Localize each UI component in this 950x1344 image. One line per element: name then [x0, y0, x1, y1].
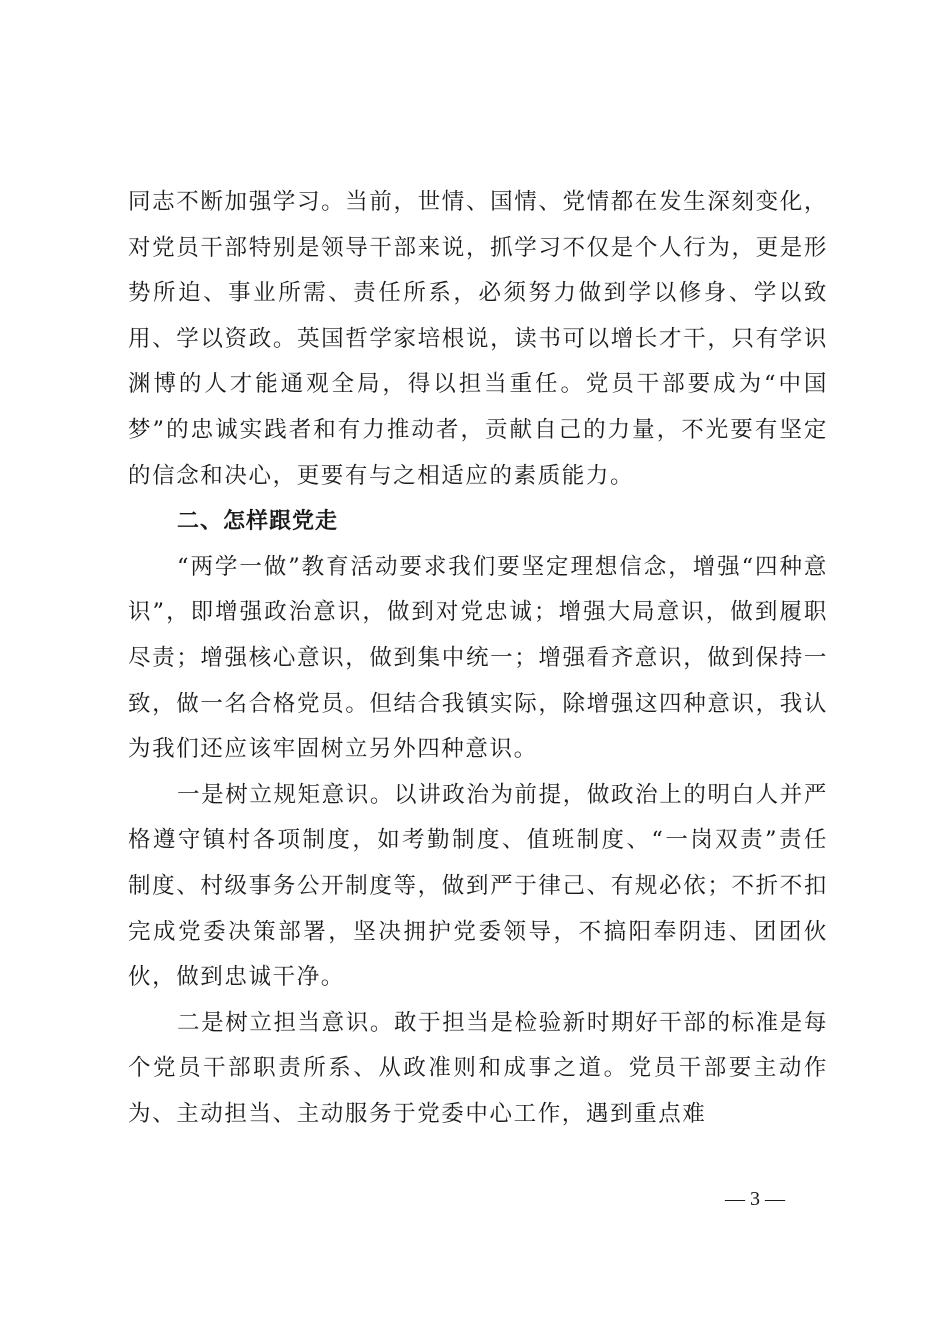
paragraph-continuation: 同志不断加强学习。当前，世情、国情、党情都在发生深刻变化，对党员干部特别是领导干部来说，抓学习不仅是个人行为，更是形势所迫、事业所需、责任所系，必须努力做到学以修身、学以致用、学以资政。英国哲学家培根说，读书可以增长才干，只有学识渊博的人才能通观全局，得以担当重任。党员干部要成为“中国梦”的忠诚实践者和有力推动者，贡献自己的力量，不光要有坚定的信念和决心，更要有与之相适应的素质能力。: [128, 189, 828, 489]
paragraph-four-awareness: “两学一做”教育活动要求我们要坚定理想信念，增强“四种意识”，即增强政治意识，做到对党忠诚；增强大局意识，做到履职尽责；增强核心意识，做到集中统一；增强看齐意识，做到保持一致，做一名合格党员。但结合我镇实际，除增强这四种意识，我认为我们还应该牢固树立另外四种意识。: [128, 553, 828, 763]
document-body: [128, 180, 828, 1137]
paragraph-rules-awareness: 一是树立规矩意识。以讲政治为前提，做政治上的明白人并严格遵守镇村各项制度，如考勤制度、值班制度、“一岗双责”责任制度、村级事务公开制度等，做到严于律己、有规必依；不折不扣完成党委决策部署，坚决拥护党委领导，不搞阳奉阴违、团团伙伙，做到忠诚干净。: [128, 781, 828, 991]
section-heading: 二、怎样跟党走: [177, 509, 339, 535]
paragraph-responsibility-awareness: 二是树立担当意识。敢于担当是检验新时期好干部的标准是每个党员干部职责所系、从政准则和成事之道。党员干部要主动作为、主动担当、主动服务于党委中心工作，遇到重点难: [128, 1009, 828, 1127]
page-number: — 3 —: [725, 1188, 785, 1210]
